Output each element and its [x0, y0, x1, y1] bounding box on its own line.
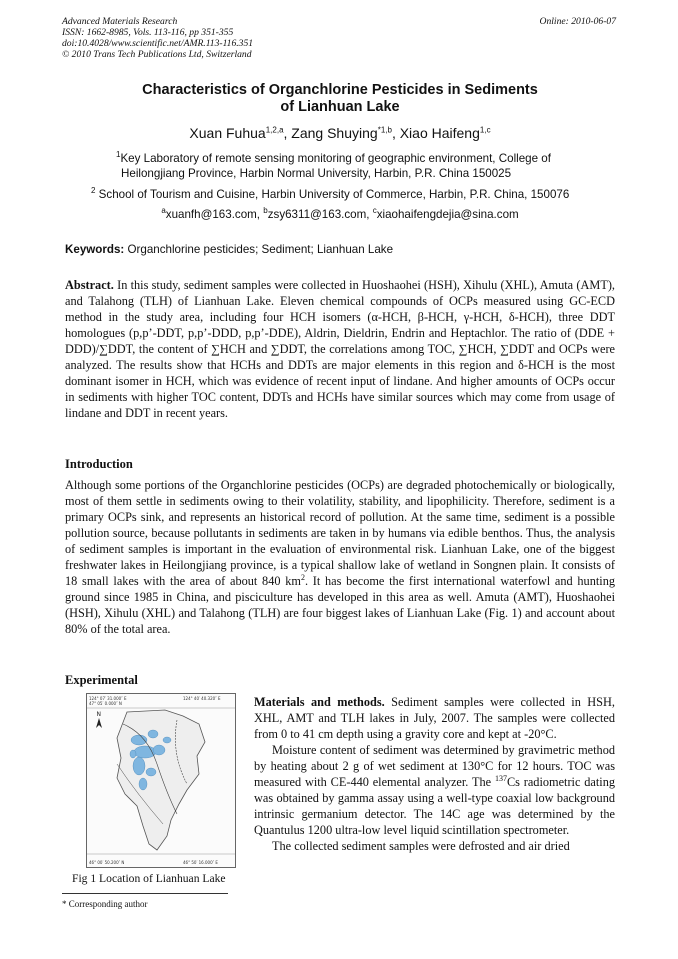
- introduction-text-part-1: Although some portions of the Organchlorine pesticides (OCPs) are degraded photochemically or biologically, most of them settle in sediments owing to their volatility, stability, and lipophilicity. Therefore, sediment is a primary OCPs sink, and represents an historical record of pollution. At the same time, sediment is a possible pollution source, because pollutants in sediments are taken in by humans via edible benthos. Thus, the analysis of sediment samples is important in the evaluation of environmental risk. Lianhuan Lake, one of the biggest freshwater lakes in Heilongjiang province, is a typical shallow lake of wetland in Songnen plain. It consists of 18 small lakes with the area of about 840 km: [65, 478, 615, 588]
- email-b[interactable]: zsy6311@163.com,: [267, 208, 373, 221]
- coord-top-left: 124° 07′ 31.000″ E: [89, 696, 127, 701]
- title-line-1: Characteristics of Organchlorine Pesticides in Sediments: [142, 82, 538, 98]
- introduction-heading: Introduction: [65, 457, 133, 471]
- affiliation-1-line-1: Key Laboratory of remote sensing monitoring of geographic environment, College of: [120, 152, 551, 165]
- lake: [146, 768, 156, 776]
- journal-name: Advanced Materials Research: [62, 16, 178, 27]
- affiliation-1-number: 1: [116, 150, 121, 160]
- map-drawing: [87, 694, 235, 867]
- keywords: [65, 243, 393, 256]
- isotope-superscript: 137: [494, 773, 507, 783]
- lake: [130, 750, 136, 758]
- email-a-marker: a: [161, 206, 166, 216]
- lake: [153, 745, 165, 755]
- footnote: * Corresponding author: [62, 899, 148, 909]
- moisture-text: Moisture content of sediment was determined by gravimetric method by heating about 2 g of wet sediment at 130°C for 12 hours. TOC was measured with CE-440 elemental analyzer. The: [254, 743, 615, 789]
- materials-methods: [254, 694, 615, 854]
- author-separator: ,: [283, 125, 292, 141]
- lake: [134, 746, 156, 758]
- materials-methods-para-2: [254, 742, 615, 838]
- affiliation-1-line-2: Heilongjiang Province, Harbin Normal University, Harbin, P.R. China 150025: [121, 167, 512, 180]
- keywords-text: Organchlorine pesticides; Sediment; Lianhuan Lake: [124, 243, 394, 256]
- author-separator: ,: [391, 125, 400, 141]
- author-2-affil: *1,b: [377, 125, 392, 135]
- north-label: N: [96, 711, 101, 718]
- lake: [148, 730, 158, 738]
- issn: ISSN: 1662-8985, Vols. 113-116, pp 351-355: [62, 27, 234, 38]
- introduction-text: [65, 477, 615, 637]
- lake: [139, 778, 147, 790]
- email-c[interactable]: xiaohaifengdejia@sina.com: [376, 208, 519, 221]
- superscript: 2: [300, 572, 305, 582]
- email-c-marker: c: [372, 206, 377, 216]
- abstract: [65, 277, 615, 421]
- figure-caption: Fig 1 Location of Lianhuan Lake: [72, 872, 226, 885]
- author-3: Xiao Haifeng: [399, 125, 480, 141]
- affiliation-1: [116, 151, 616, 181]
- affiliation-2-text: School of Tourism and Cuisine, Harbin University of Commerce, Harbin, P.R. China, 150076: [95, 188, 570, 201]
- copyright: © 2010 Trans Tech Publications Ltd, Switzerland: [62, 49, 252, 60]
- abstract-text: In this study, sediment samples were collected in Huoshaohei (HSH), Xihulu (XHL), Amuta (AMT), and Talahong (TLH) of Lianhuan Lake. Eleven chemical compounds of OCPs measured using GC-ECD method in the study area, including four HCH isomers (α-HCH, β-HCH, γ-HCH, δ-HCH), three DDT homologues (p,p’-DDT, p,p’-DDD, p,p’-DDE), Aldrin, Dieldrin, Endrin and Heptachlor. The ratio of (DDE + DDD)/∑DDT, the content of ∑HCH and ∑DDT, the correlations among TOC, ∑HCH, ∑DDT and OCPs were analyzed. The results show that HCHs and DDTs are major elements in this region and δ-HCH is the most dominant isomer in HCH, which was evidence of recent input of lindane. And higher amounts of OCPs occur in sediments with higher TOC content, DDTs and HCHs have similar sources which may come from usage of lindane and DDT in recent years.: [65, 278, 615, 420]
- dating-text: Cs radiometric dating was obtained by gamma assay using a well-type coaxial low background intrinsic germanium detector. The 14C age was determined by the Quantulus 1200 ultra-low level liquid scintillation spectrometer.: [254, 775, 615, 837]
- coord-top-right: 124° 40′ 40.320″ E: [183, 696, 221, 701]
- affiliation-2: [91, 187, 621, 202]
- materials-methods-label: Materials and methods.: [254, 695, 385, 709]
- materials-methods-text: Sediment samples were collected in HSH, XHL, AMT and TLH lakes in July, 2007. The samples were collected from 0 to 41 cm depth using a gravity core and kept at -20°C.: [254, 695, 615, 741]
- author-list: [62, 125, 618, 141]
- author-1: Xuan Fuhua: [189, 125, 266, 141]
- journal-header: [62, 16, 618, 60]
- location-map: [86, 693, 236, 868]
- email-list: [62, 207, 618, 222]
- coord-top-left-2: 47° 05′ 0.000″ N: [89, 701, 122, 706]
- author-3-affil: 1,c: [479, 125, 491, 135]
- affiliation-2-number: 2: [91, 186, 96, 196]
- introduction-text-part-2: . It has become the first international waterfowl and hunting ground since 1985 in China, and pisciculture has developed in this area as well. Amuta (AMT), Huoshaohei (HSH), Xihulu (XHL) and Talahong (TLH) are four biggest lakes of Lianhuan Lake (Fig. 1) and account about 80% of the total area.: [65, 574, 615, 636]
- email-a[interactable]: xuanfh@163.com,: [165, 208, 264, 221]
- defrost-text: The collected sediment samples were defrosted and air dried: [272, 839, 570, 853]
- online-date: Online: 2010-06-07: [539, 16, 616, 27]
- lake: [163, 737, 171, 743]
- footnote-rule: [62, 893, 228, 894]
- paper-title: [62, 82, 618, 116]
- keywords-label: Keywords:: [65, 243, 125, 256]
- coord-bottom-right: 46° 50′ 16.000″ E: [183, 860, 218, 865]
- doi: doi:10.4028/www.scientific.net/AMR.113-116.351: [62, 38, 254, 49]
- materials-methods-para-1: [254, 694, 615, 742]
- lake: [133, 757, 145, 775]
- coord-bottom-left: 46° 00′ 50.200″ N: [89, 860, 125, 865]
- experimental-heading: Experimental: [65, 673, 138, 687]
- email-b-marker: b: [263, 206, 268, 216]
- author-1-affil: 1,2,a: [265, 125, 284, 135]
- title-line-2: of Lianhuan Lake: [280, 99, 400, 115]
- abstract-label: Abstract.: [65, 278, 114, 292]
- materials-methods-para-3: [254, 838, 615, 854]
- author-2: Zang Shuying: [291, 125, 378, 141]
